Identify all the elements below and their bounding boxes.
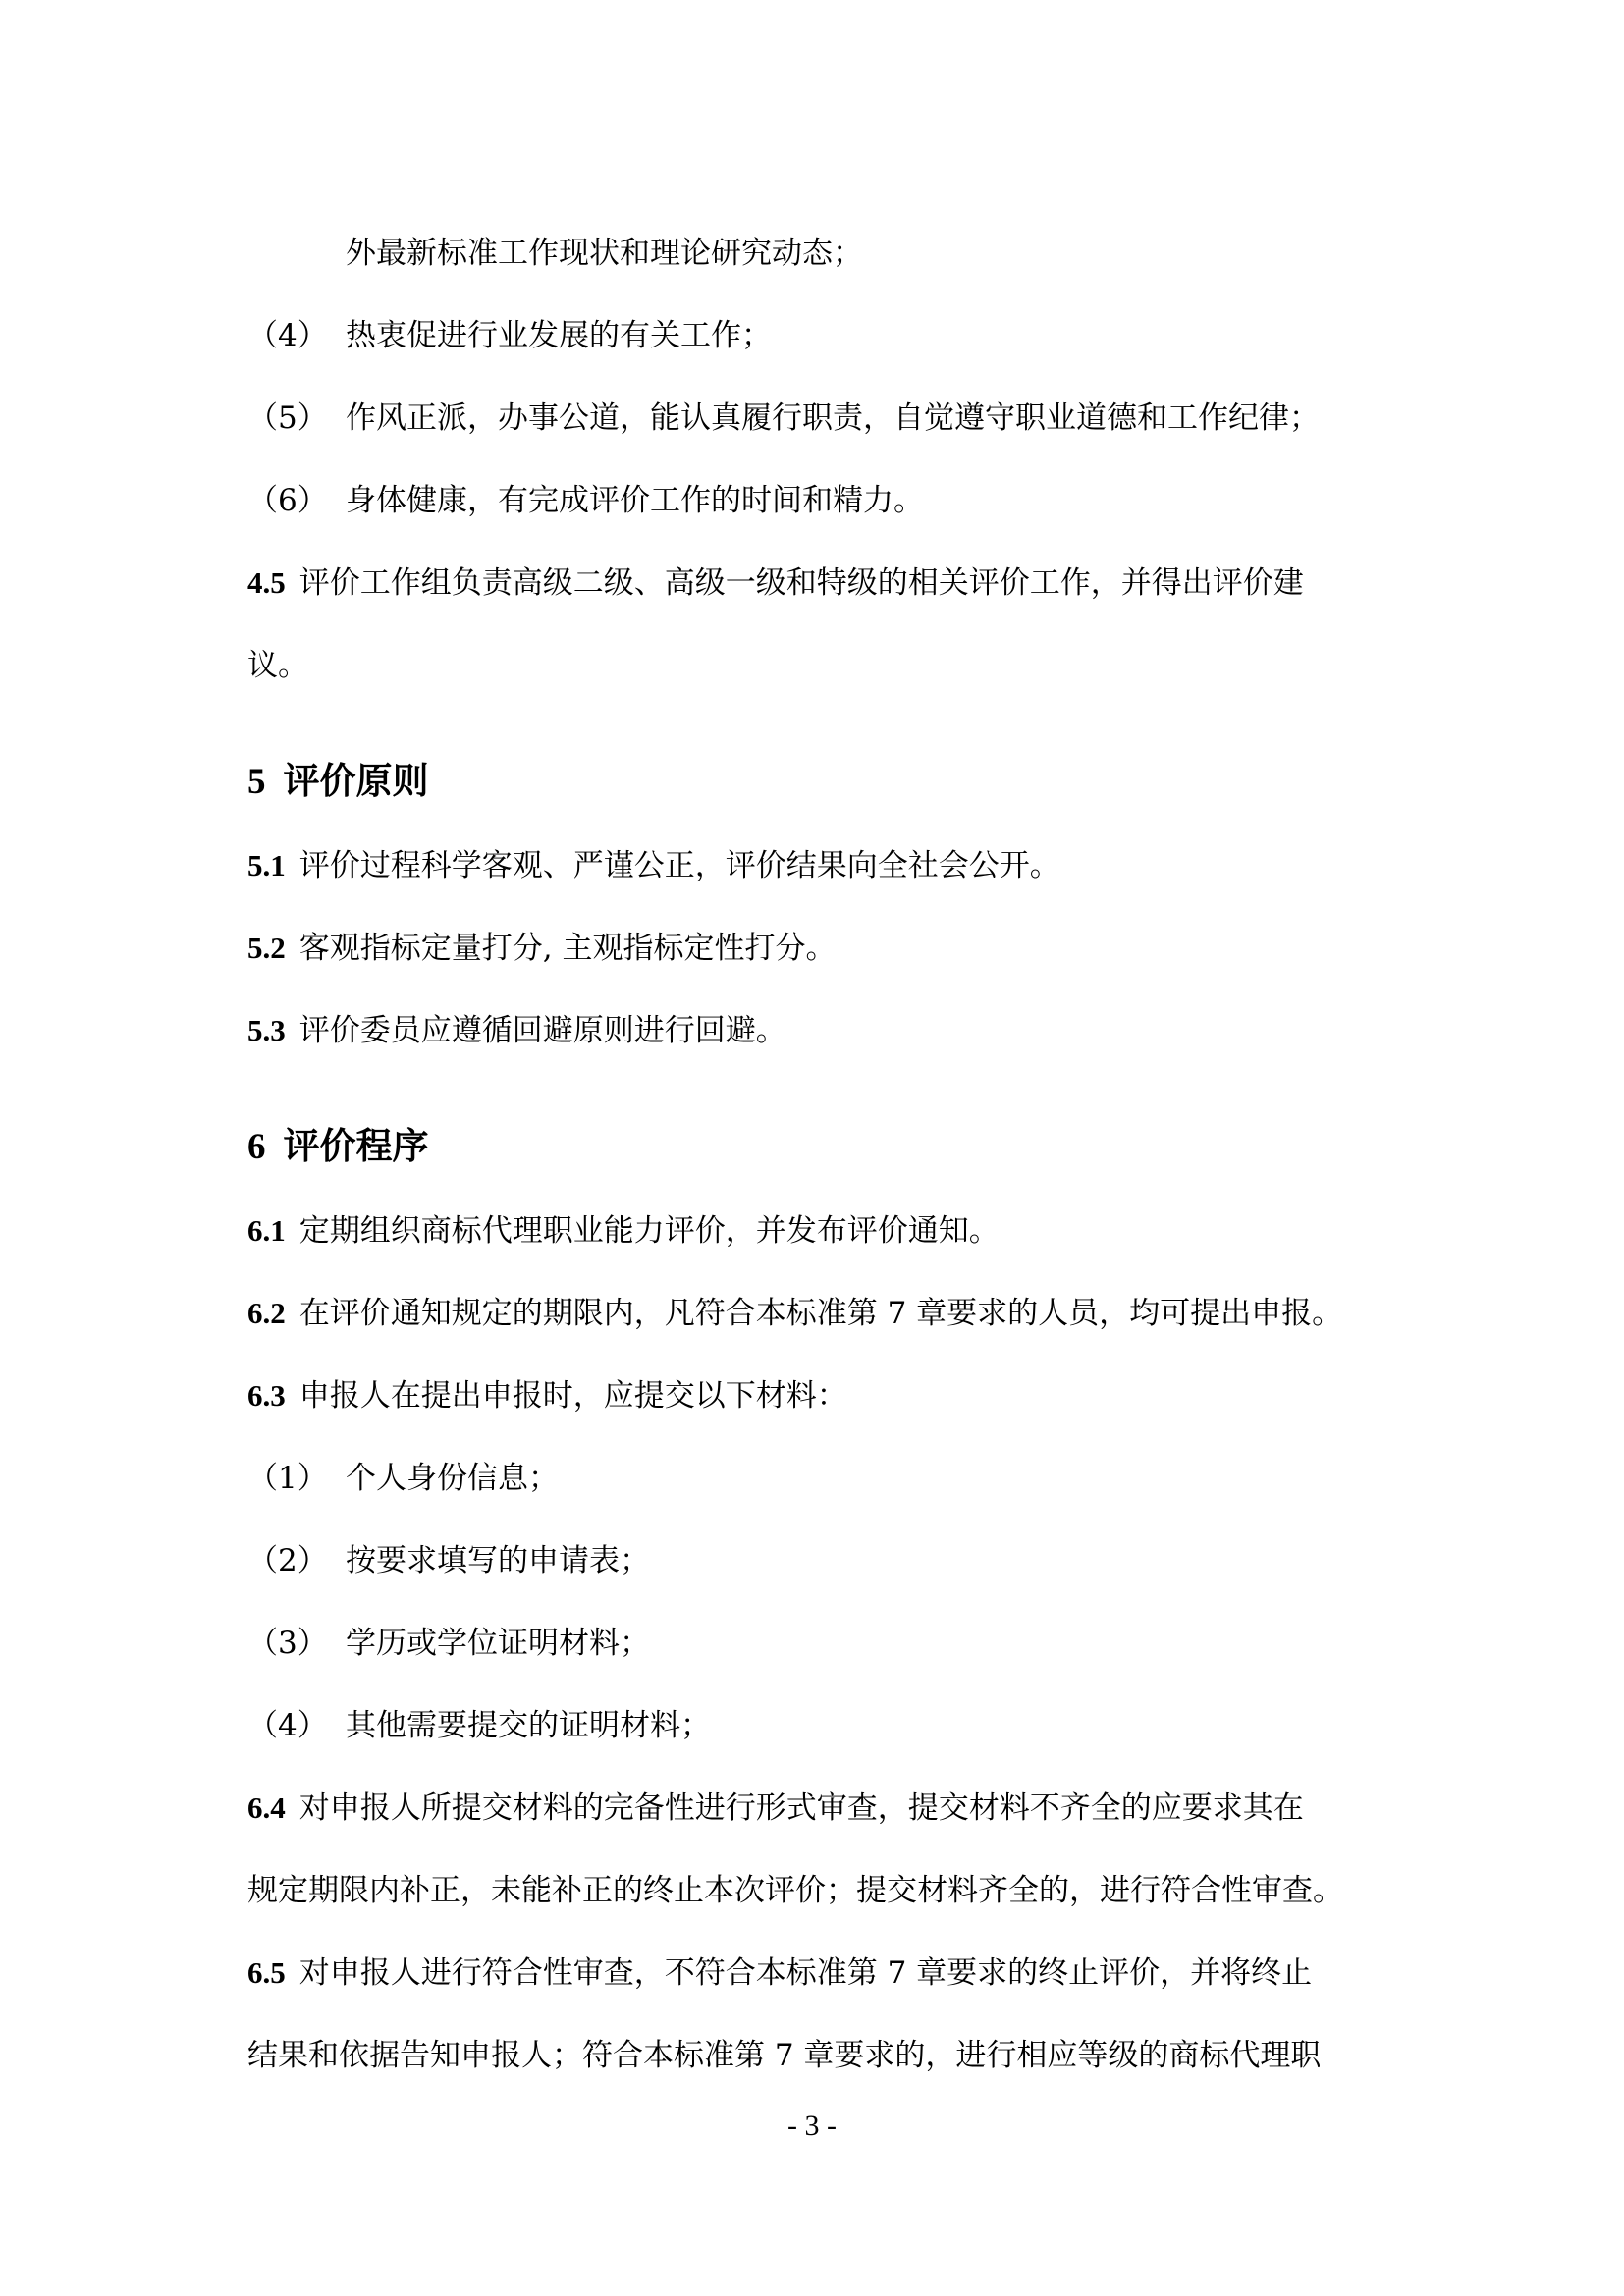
list-item [247, 481, 924, 520]
list-text: 个人身份信息； [346, 1461, 559, 1496]
list-number: （1） [247, 1461, 328, 1496]
clause-text: 客观指标定量打分, 主观指标定性打分。 [298, 931, 837, 966]
clause-text: 申报人在提出申报时，应提交以下材料： [298, 1378, 847, 1414]
list-text: 学历或学位证明材料； [346, 1626, 650, 1661]
clause-5-3 [247, 1011, 786, 1050]
clause-text: 在评价通知规定的期限内，凡符合本标准第 7 章要求的人员，均可提出申报。 [298, 1296, 1343, 1331]
list-text: 作风正派，办事公道，能认真履行职责，自觉遵守职业道德和工作纪律； [346, 400, 1320, 436]
section-number: 5 [247, 762, 266, 802]
clause-6-1 [247, 1211, 1000, 1251]
clause-number: 6.5 [247, 1955, 286, 1990]
list-number: （4） [247, 318, 328, 353]
clause-text: 对申报人进行符合性审查，不符合本标准第 7 章要求的终止评价，并将终止 [298, 1955, 1313, 1991]
clause-text: 评价委员应遵循回避原则进行回避。 [298, 1013, 786, 1048]
clause-number: 6.1 [247, 1213, 286, 1248]
clause-text: 评价过程科学客观、严谨公正，评价结果向全社会公开。 [298, 848, 1060, 883]
list-number: （6） [247, 483, 328, 518]
list-text: 身体健康，有完成评价工作的时间和精力。 [346, 483, 924, 518]
list-item [247, 1541, 650, 1580]
list-item [247, 1624, 650, 1663]
clause-6-4 [247, 1789, 1304, 1828]
list-text: 按要求填写的申请表； [346, 1543, 650, 1578]
clause-6-2 [247, 1294, 1342, 1333]
page-number: - 3 - [787, 2109, 837, 2142]
clause-number: 4.5 [247, 565, 286, 600]
clause-6-5 [247, 1953, 1312, 1993]
continued-line: 外最新标准工作现状和理论研究动态； [346, 236, 863, 271]
list-number: （2） [247, 1543, 328, 1578]
clause-text: 定期组织商标代理职业能力评价，并发布评价通知。 [298, 1213, 1000, 1249]
clause-4-5 [247, 563, 1304, 603]
section-title: 评价程序 [283, 1125, 429, 1167]
list-number: （5） [247, 400, 328, 436]
list-item [247, 1706, 711, 1745]
section-title: 评价原则 [283, 760, 429, 802]
section-heading-5 [247, 759, 429, 805]
clause-5-2 [247, 929, 836, 968]
list-number: （4） [247, 1708, 328, 1743]
list-text: 其他需要提交的证明材料； [346, 1708, 711, 1743]
clause-text: 评价工作组负责高级二级、高级一级和特级的相关评价工作，并得出评价建 [298, 565, 1304, 601]
list-text: 热衷促进行业发展的有关工作； [346, 318, 772, 353]
clause-6-3 [247, 1376, 847, 1415]
clause-continuation: 结果和依据告知申报人；符合本标准第 7 章要求的，进行相应等级的商标代理职 [247, 2038, 1322, 2073]
clause-number: 5.2 [247, 931, 286, 965]
clause-5-1 [247, 846, 1060, 885]
clause-number: 6.4 [247, 1790, 286, 1825]
list-item [247, 1459, 559, 1498]
list-number: （3） [247, 1626, 328, 1661]
section-number: 6 [247, 1127, 266, 1167]
clause-text: 对申报人所提交材料的完备性进行形式审查，提交材料不齐全的应要求其在 [298, 1790, 1304, 1826]
clause-number: 5.3 [247, 1013, 286, 1047]
clause-number: 6.2 [247, 1296, 286, 1330]
clause-number: 6.3 [247, 1378, 286, 1413]
clause-number: 5.1 [247, 848, 286, 882]
clause-continuation: 规定期限内补正，未能补正的终止本次评价；提交材料齐全的，进行符合性审查。 [247, 1873, 1343, 1908]
section-heading-6 [247, 1124, 429, 1170]
list-item [247, 316, 772, 355]
clause-continuation: 议。 [247, 648, 308, 683]
list-item [247, 399, 1320, 438]
